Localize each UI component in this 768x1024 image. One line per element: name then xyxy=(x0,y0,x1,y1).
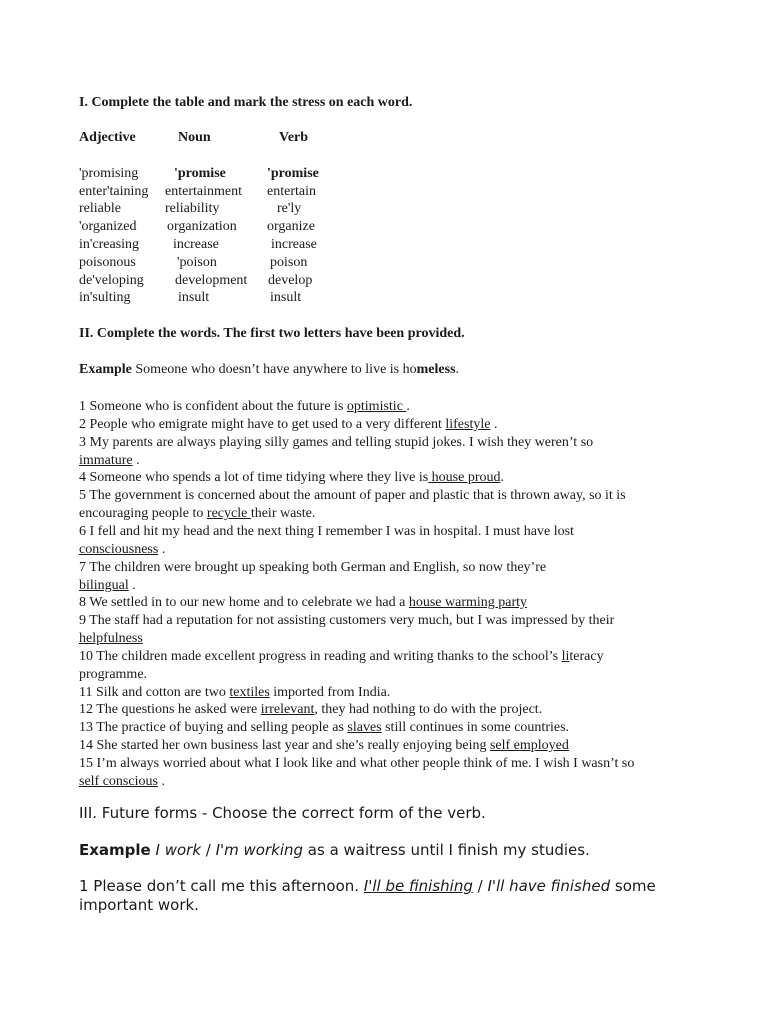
line-text-end: . xyxy=(128,578,136,593)
example-label: Example xyxy=(79,841,151,859)
table-cell-adjective: enter'taining xyxy=(79,184,149,199)
answer-word: recycle xyxy=(206,506,251,521)
example-option-2: I'm working xyxy=(215,841,304,859)
line-text-end: . xyxy=(132,453,140,468)
table-cell-noun: 'poison xyxy=(177,255,217,270)
answer-word: self conscious xyxy=(79,774,158,789)
exercise-line xyxy=(79,630,143,648)
option-separator: / xyxy=(472,877,488,895)
line-text: 9 The staff had a reputation for not assisting customers very much, but I was impressed by their xyxy=(79,613,615,628)
line-text: programme. xyxy=(79,667,148,682)
example-end: . xyxy=(455,362,460,377)
line-text-end: , they had nothing to do with the project. xyxy=(314,702,543,717)
answer-word: lifestyle xyxy=(445,417,491,432)
exercise-line xyxy=(79,505,315,523)
answer-word: textiles xyxy=(229,685,270,700)
exercise-line xyxy=(79,469,504,487)
exercise-line xyxy=(79,773,165,791)
table-cell-noun: reliability xyxy=(165,201,220,216)
line-text: 10 The children made excellent progress in reading and writing thanks to the school’s xyxy=(79,649,562,664)
table-header-adjective: Adjective xyxy=(79,130,136,145)
exercise-line xyxy=(79,648,604,666)
table-cell-adjective: in'sulting xyxy=(79,290,131,305)
line-text: 15 I’m always worried about what I look like and what other people think of me. I wish I wasn’t so xyxy=(79,756,635,771)
exercise-line xyxy=(79,666,147,684)
table-cell-adjective: poisonous xyxy=(79,255,136,270)
line-text: 7 The children were brought up speaking both German and English, so now they’re xyxy=(79,560,547,575)
item-text: 1 Please don’t call me this afternoon. xyxy=(79,877,364,895)
line-text: 6 I fell and hit my head and the next thing I remember I was in hospital. I must have lost xyxy=(79,524,574,539)
exercise-line xyxy=(79,523,574,541)
example-text: Someone who doesn’t have anywhere to live is ho xyxy=(131,362,417,377)
answer-word: optimistic xyxy=(346,399,407,414)
table-cell-adjective: 'promising xyxy=(79,166,139,181)
section3-heading: III. Future forms - Choose the correct form of the verb. xyxy=(79,804,486,822)
line-text: 14 She started her own business last year and she’s really enjoying being xyxy=(79,738,490,753)
line-text: 4 Someone who spends a lot of time tidying where they live is xyxy=(79,470,429,485)
table-cell-adjective: reliable xyxy=(79,201,121,216)
table-cell-noun: organization xyxy=(167,219,237,234)
table-cell-verb: poison xyxy=(270,255,308,270)
line-text: 12 The questions he asked were xyxy=(79,702,261,717)
exercise-line xyxy=(79,452,140,470)
exercise-line xyxy=(79,541,165,559)
table-cell-adjective: 'organized xyxy=(79,219,137,234)
section3-item-1 xyxy=(79,877,656,895)
example-label: Example xyxy=(79,362,132,377)
table-cell-noun: insult xyxy=(178,290,210,305)
exercise-line xyxy=(79,487,626,505)
exercise-line xyxy=(79,719,569,737)
line-text-end: . xyxy=(158,542,166,557)
example-option-1: I work xyxy=(155,841,202,859)
answer-word: irrelevant xyxy=(260,702,315,717)
line-text: 2 People who emigrate might have to get used to a very different xyxy=(79,417,446,432)
line-text: encouraging people to xyxy=(79,506,207,521)
table-cell-adjective: de'veloping xyxy=(79,273,144,288)
answer-word: consciousness xyxy=(79,542,159,557)
exercise-line xyxy=(79,737,569,755)
table-cell-noun: 'promise xyxy=(174,166,226,181)
exercise-line xyxy=(79,559,546,577)
line-text: 1 Someone who is confident about the future is xyxy=(79,399,347,414)
answer-word: li xyxy=(561,649,570,664)
line-text-end: . xyxy=(157,774,165,789)
option-separator: / xyxy=(201,841,216,859)
answer-word: house proud xyxy=(428,470,501,485)
line-text: 3 My parents are always playing silly games and telling stupid jokes. I wish they weren’t so xyxy=(79,435,594,450)
exercise-line xyxy=(79,612,614,630)
exercise-line xyxy=(79,398,410,416)
item-text-end: some xyxy=(610,877,656,895)
answer-word: house warming party xyxy=(408,595,528,610)
exercise-line xyxy=(79,577,136,595)
section3-example xyxy=(79,841,590,859)
line-text-end: teracy xyxy=(569,649,604,664)
line-text-end: . xyxy=(490,417,498,432)
section1-heading: I. Complete the table and mark the stress on each word. xyxy=(79,95,413,110)
section2-heading: II. Complete the words. The first two letters have been provided. xyxy=(79,326,465,341)
exercise-line xyxy=(79,701,542,719)
exercise-line xyxy=(79,416,497,434)
line-text: 13 The practice of buying and selling people as xyxy=(79,720,348,735)
table-cell-verb: insult xyxy=(270,290,302,305)
line-text-end: . xyxy=(406,399,410,414)
section3-item-1-line2: important work. xyxy=(79,896,199,914)
answer-word: bilingual xyxy=(79,578,129,593)
line-text-end: imported from India. xyxy=(269,685,391,700)
answer-word: immature xyxy=(79,453,133,468)
line-text-end: their waste. xyxy=(250,506,316,521)
example-rest: as a waitress until I finish my studies. xyxy=(303,841,590,859)
table-cell-noun: development xyxy=(175,273,248,288)
exercise-line xyxy=(79,594,527,612)
answer-word: self employed xyxy=(489,738,569,753)
exercise-line xyxy=(79,684,390,702)
table-header-verb: Verb xyxy=(279,130,309,145)
table-cell-verb: entertain xyxy=(267,184,316,199)
item-option-1: I'll be finishing xyxy=(363,877,473,895)
exercise-line xyxy=(79,755,634,773)
section2-example xyxy=(79,362,459,378)
table-cell-verb: increase xyxy=(271,237,317,252)
table-cell-verb: organize xyxy=(267,219,315,234)
example-answer: meless xyxy=(416,362,456,377)
answer-word: helpfulness xyxy=(79,631,143,646)
line-text: 5 The government is concerned about the amount of paper and plastic that is thrown away, so it is xyxy=(79,488,626,503)
table-header-noun: Noun xyxy=(178,130,211,145)
line-text: 8 We settled in to our new home and to celebrate we had a xyxy=(79,595,409,610)
line-text-end: still continues in some countries. xyxy=(381,720,570,735)
exercise-line xyxy=(79,434,593,452)
table-cell-noun: increase xyxy=(173,237,219,252)
table-cell-verb: re'ly xyxy=(277,201,302,216)
item-option-2: I'll have finished xyxy=(487,877,611,895)
table-cell-adjective: in'creasing xyxy=(79,237,140,252)
line-text-end: . xyxy=(500,470,504,485)
table-cell-verb: develop xyxy=(268,273,313,288)
answer-word: slaves xyxy=(347,720,382,735)
table-cell-verb: 'promise xyxy=(267,166,319,181)
table-cell-noun: entertainment xyxy=(165,184,242,199)
line-text: 11 Silk and cotton are two xyxy=(79,685,230,700)
